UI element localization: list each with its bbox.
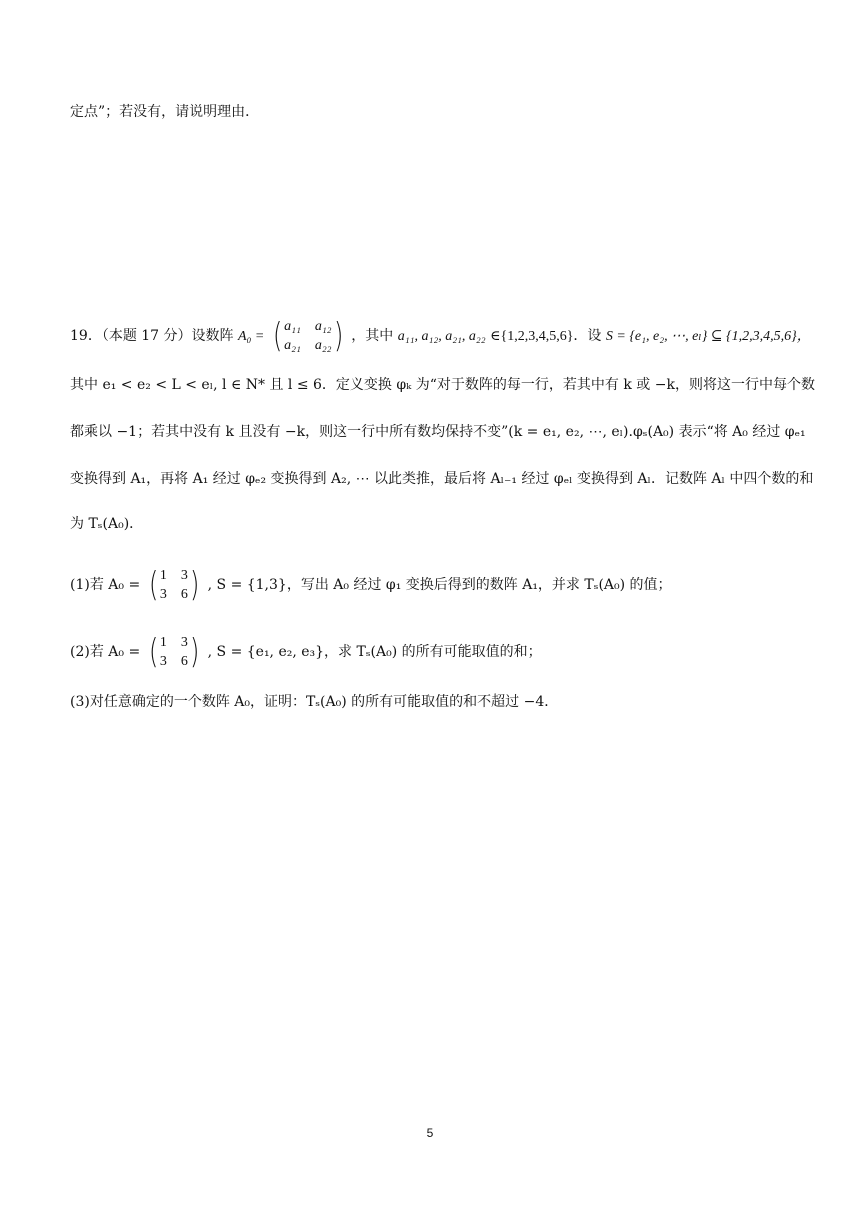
matrix-part-2: [147, 634, 202, 670]
matrix-cell: 3: [159, 654, 167, 669]
left-paren-icon: (: [272, 316, 283, 356]
q19-prefix: 19．（本题 17 分）设数阵: [70, 328, 234, 344]
part-1-prefix: (1)若 A₀ =: [70, 577, 141, 593]
part-2: [70, 634, 542, 670]
right-paren-icon: ): [189, 632, 200, 672]
matrix-cell: 6: [180, 587, 188, 602]
matrix-part-1: [147, 567, 202, 603]
element-set: ∈{1,2,3,4,5,6}．设: [490, 329, 602, 344]
question-19-stem: [70, 318, 811, 354]
matrix-cell: 1: [159, 568, 167, 583]
set-s-definition: S = {e₁, e₂, ⋯, eₗ} ⊆ {1,2,3,4,5,6}，: [605, 329, 811, 344]
part-1-suffix: , S = {1,3}，写出 A₀ 经过 φ₁ 变换后得到的数阵 A₁，并求 Tₛ(A₀) 的值；: [207, 577, 672, 593]
matrix-cell: 1: [159, 635, 167, 650]
text-line-continuation: 定点”；若没有，请说明理由．: [70, 104, 260, 120]
part-2-suffix: , S = {e₁, e₂, e₃}，求 Tₛ(A₀) 的所有可能取值的和；: [207, 644, 542, 660]
question-19-line-6: 为 Tₛ(A₀)．: [70, 516, 144, 532]
question-19-line-4: 都乘以 −1；若其中没有 k 且没有 −k，则这一行中所有数均保持不变”(k = e₁, e₂, ⋯, eₗ).φₛ(A₀) 表示“将 A₀ 经过 φₑ₁: [70, 424, 806, 440]
matrix-cell: a₁₂: [314, 319, 332, 334]
right-paren-icon: ): [333, 316, 343, 356]
question-19-line-5: 变换得到 A₁，再将 A₁ 经过 φₑ₂ 变换得到 A₂, ⋯ 以此类推，最后将 Aₗ₋₁ 经过 φₑₗ 变换得到 Aₗ．记数阵 Aₗ 中四个数的和: [70, 471, 814, 487]
q19-mid: ，其中: [351, 328, 394, 344]
matrix-cell: a₁₁: [284, 319, 301, 334]
matrix-cell: a₂₁: [284, 338, 301, 353]
matrix-cell: 3: [159, 587, 167, 602]
left-paren-icon: (: [148, 632, 158, 672]
matrix-cell: 3: [180, 635, 188, 650]
matrix-cell: a₂₂: [314, 338, 332, 353]
part-3: (3)对任意确定的一个数阵 A₀，证明：Tₛ(A₀) 的所有可能取值的和不超过 −4．: [70, 694, 559, 710]
part-1: [70, 567, 672, 603]
part-2-prefix: (2)若 A₀ =: [70, 644, 141, 660]
matrix-elements: a₁₁, a₁₂, a₂₁, a₂₂: [397, 329, 486, 344]
left-paren-icon: (: [148, 565, 158, 605]
page-number: 5: [426, 1126, 434, 1140]
matrix-cell: 6: [180, 654, 188, 669]
matrix-a0-label: A₀ =: [237, 329, 265, 344]
question-19-line-3: 其中 e₁ < e₂ < L < eₗ, l ∈ N* 且 l ≤ 6．定义变换 φₖ 为“对于数阵的每一行，若其中有 k 或 −k，则将这一行中每个数: [70, 377, 815, 393]
right-paren-icon: ): [189, 565, 200, 605]
matrix-cell: 3: [180, 568, 188, 583]
matrix-a0: [271, 318, 345, 354]
